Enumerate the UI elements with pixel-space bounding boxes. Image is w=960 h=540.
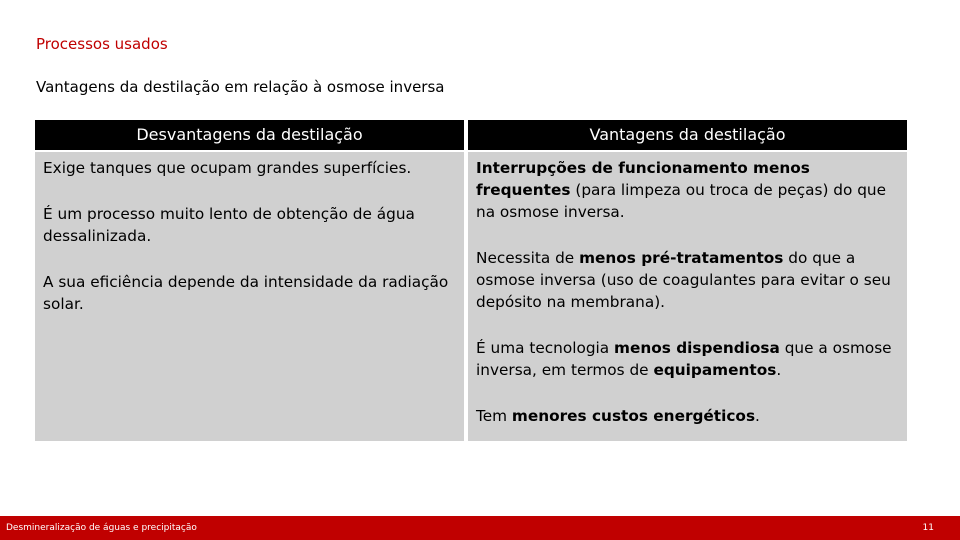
advantages-header: Vantagens da destilação — [468, 120, 907, 150]
footer-bar — [0, 516, 960, 540]
footer-title: Desmineralização de águas e precipitação — [6, 523, 197, 533]
advantage-emphasis: equipamentos — [653, 361, 777, 379]
advantage-item — [476, 157, 899, 223]
advantage-emphasis: menos dispendiosa — [614, 339, 780, 357]
advantage-emphasis: menores custos energéticos — [511, 407, 756, 425]
advantage-text: É uma tecnologia — [476, 339, 615, 357]
advantage-text: que a osmose inversa, em termos de — [476, 339, 892, 379]
disadvantage-item: É um processo muito lento de obtenção de água dessalinizada. — [43, 205, 415, 245]
advantage-text: . — [776, 361, 782, 379]
section-title: Processos usados — [36, 35, 168, 53]
advantage-emphasis: menos pré-tratamentos — [579, 249, 784, 267]
comparison-table — [35, 120, 907, 441]
advantage-item — [476, 247, 899, 313]
disadvantage-item: A sua eficiência depende da intensidade da radiação solar. — [43, 273, 449, 313]
advantage-text: Tem — [476, 407, 512, 425]
advantage-text: Necessita de — [476, 249, 580, 267]
disadvantage-item: Exige tanques que ocupam grandes superfícies. — [43, 159, 412, 177]
advantage-text: (para limpeza ou troca de peças) do que na osmose inversa. — [476, 181, 887, 221]
disadvantages-header: Desvantagens da destilação — [35, 120, 464, 150]
advantages-column — [468, 152, 907, 441]
slide-subtitle: Vantagens da destilação em relação à osmose inversa — [36, 78, 445, 96]
advantage-item — [476, 405, 899, 427]
advantage-text: do que a osmose inversa (uso de coagulantes para evitar o seu depósito na membrana). — [476, 249, 891, 311]
page-number: 11 — [922, 523, 934, 533]
advantage-item — [476, 337, 899, 381]
disadvantages-column — [35, 152, 464, 441]
advantage-text: . — [755, 407, 760, 425]
advantage-emphasis: Interrupções de funcionamento menos frequentes — [476, 159, 810, 199]
